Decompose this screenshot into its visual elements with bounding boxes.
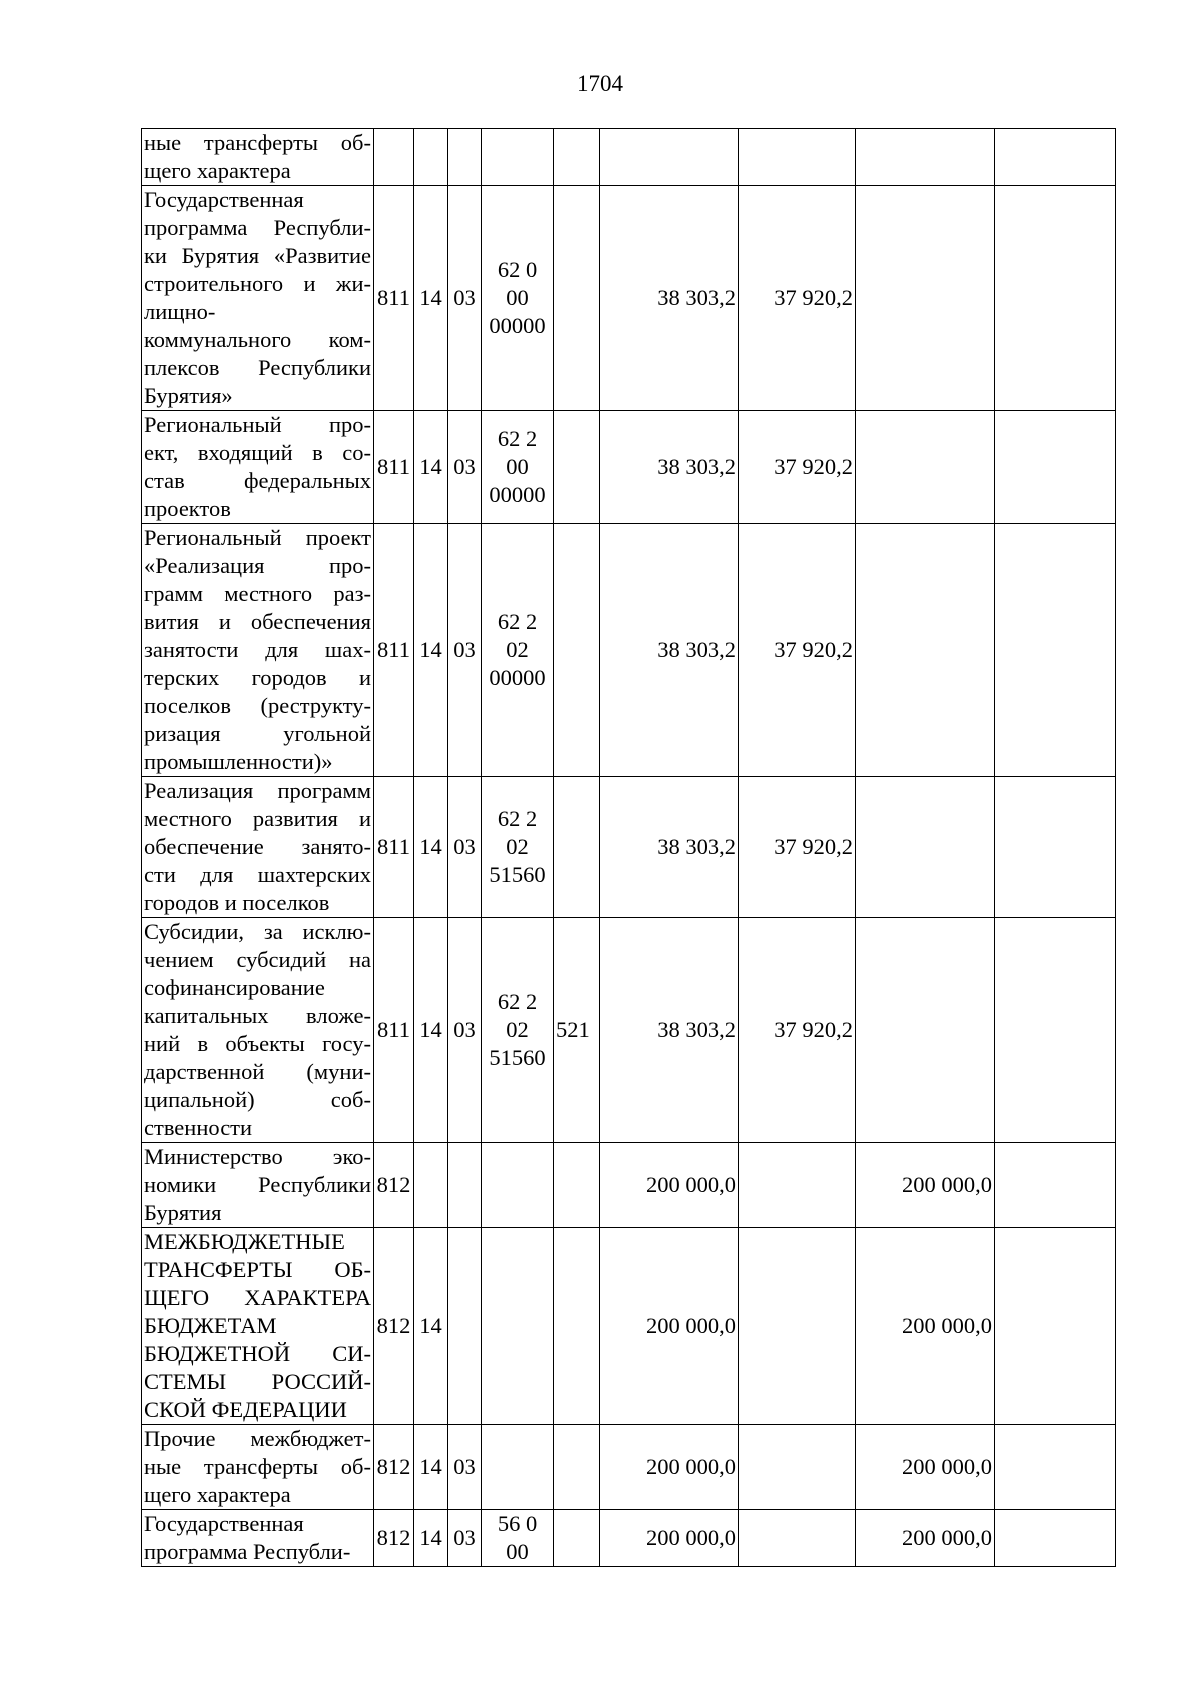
cell-csr: [482, 524, 554, 777]
name-line: щего характера: [144, 1482, 291, 1507]
name-line: ЩЕГО ХАРАКТЕРА: [144, 1285, 371, 1310]
name-line: поселков (реструкту-: [144, 693, 371, 718]
cell-sum4: [995, 1228, 1116, 1425]
cell-vr: [554, 129, 600, 186]
table-row: [142, 1425, 1116, 1510]
name-line: софинансирование: [144, 975, 325, 1000]
table-row: [142, 524, 1116, 777]
cell-pr: 03: [448, 411, 482, 524]
cell-sum1: 38 303,2: [600, 918, 739, 1143]
cell-name: [142, 411, 374, 524]
table-row: [142, 186, 1116, 411]
cell-sum2: 37 920,2: [739, 411, 856, 524]
cell-ved: 811: [374, 411, 414, 524]
cell-sum4: [995, 129, 1116, 186]
cell-sum1: 200 000,0: [600, 1143, 739, 1228]
cell-ved: 812: [374, 1143, 414, 1228]
csr-line: 00: [506, 285, 529, 310]
name-line: Региональный про-: [144, 412, 371, 437]
cell-vr: [554, 524, 600, 777]
cell-pr: [448, 129, 482, 186]
cell-ved: 811: [374, 918, 414, 1143]
cell-sum1: 38 303,2: [600, 411, 739, 524]
cell-pr: [448, 1143, 482, 1228]
cell-ved: 811: [374, 186, 414, 411]
cell-csr: [482, 1425, 554, 1510]
cell-vr: [554, 1425, 600, 1510]
name-line: коммунального ком-: [144, 327, 371, 352]
name-line: ные трансферты об-: [144, 130, 371, 155]
cell-sum3: [856, 411, 995, 524]
name-line: «Реализация про-: [144, 553, 371, 578]
cell-ved: [374, 129, 414, 186]
cell-sum3: [856, 186, 995, 411]
cell-sum1: 38 303,2: [600, 524, 739, 777]
budget-table: [141, 128, 1116, 1567]
name-line: став федеральных: [144, 468, 371, 493]
cell-csr: [482, 1510, 554, 1567]
cell-rz: 14: [414, 186, 448, 411]
csr-line: 02: [506, 1017, 529, 1042]
cell-sum1: 200 000,0: [600, 1228, 739, 1425]
name-line: Министерство эко-: [144, 1144, 371, 1169]
cell-sum1: [600, 129, 739, 186]
csr-line: 56 0: [497, 1511, 538, 1536]
csr-line: 00000: [489, 665, 546, 690]
page-number: 1704: [577, 71, 623, 96]
csr-line: 00000: [489, 313, 546, 338]
cell-pr: [448, 1228, 482, 1425]
cell-sum2: [739, 1425, 856, 1510]
csr-line: 62 2: [497, 609, 538, 634]
table-row: [142, 129, 1116, 186]
cell-sum2: [739, 1143, 856, 1228]
name-line: терских городов и: [144, 665, 371, 690]
name-line: строительного и жи-: [144, 271, 371, 296]
name-line: местного развития и: [144, 806, 371, 831]
table-row: [142, 1143, 1116, 1228]
name-line: сти для шахтерских: [144, 862, 371, 887]
table-body: [142, 129, 1116, 1567]
name-line: Реализация программ: [144, 778, 371, 803]
cell-name: [142, 1228, 374, 1425]
cell-sum1: 38 303,2: [600, 186, 739, 411]
cell-name: [142, 186, 374, 411]
cell-sum2: [739, 1228, 856, 1425]
cell-sum3: [856, 918, 995, 1143]
name-line: ний в объекты госу-: [144, 1031, 371, 1056]
cell-vr: 521: [554, 918, 600, 1143]
cell-rz: 14: [414, 918, 448, 1143]
name-line: занятости для шах-: [144, 637, 371, 662]
name-line: чением субсидий на: [144, 947, 371, 972]
cell-sum3: [856, 777, 995, 918]
cell-vr: [554, 777, 600, 918]
name-line: ственности: [144, 1115, 253, 1140]
cell-name: [142, 129, 374, 186]
cell-sum2: [739, 129, 856, 186]
name-line: ные трансферты об-: [144, 1454, 371, 1479]
cell-csr: [482, 777, 554, 918]
cell-name: [142, 1425, 374, 1510]
cell-sum4: [995, 918, 1116, 1143]
table-row: [142, 1228, 1116, 1425]
name-line: номики Республики: [144, 1172, 371, 1197]
name-line: Прочие межбюджет-: [144, 1426, 371, 1451]
cell-sum1: 38 303,2: [600, 777, 739, 918]
cell-vr: [554, 1143, 600, 1228]
name-line: обеспечение занято-: [144, 834, 371, 859]
name-line: Государственная: [144, 187, 304, 212]
cell-sum3: 200 000,0: [856, 1425, 995, 1510]
csr-line: 00: [506, 454, 529, 479]
name-line: ки Бурятия «Развитие: [144, 243, 371, 268]
cell-name: [142, 1143, 374, 1228]
cell-csr: [482, 918, 554, 1143]
cell-csr: [482, 411, 554, 524]
cell-sum1: 200 000,0: [600, 1510, 739, 1567]
name-line: СКОЙ ФЕДЕРАЦИИ: [144, 1397, 347, 1422]
name-line: грамм местного раз-: [144, 581, 371, 606]
cell-vr: [554, 1228, 600, 1425]
name-line: БЮДЖЕТНОЙ СИ-: [144, 1341, 371, 1366]
name-line: Региональный проект: [144, 525, 371, 550]
name-line: ТРАНСФЕРТЫ ОБ-: [144, 1257, 371, 1282]
cell-ved: 811: [374, 777, 414, 918]
cell-sum4: [995, 186, 1116, 411]
cell-vr: [554, 1510, 600, 1567]
cell-sum2: [739, 1510, 856, 1567]
cell-sum4: [995, 524, 1116, 777]
cell-rz: 14: [414, 1228, 448, 1425]
cell-csr: [482, 1143, 554, 1228]
cell-pr: 03: [448, 1425, 482, 1510]
cell-sum2: 37 920,2: [739, 186, 856, 411]
name-line: МЕЖБЮДЖЕТНЫЕ: [144, 1229, 345, 1254]
cell-pr: 03: [448, 186, 482, 411]
csr-line: 62 2: [497, 426, 538, 451]
csr-line: 62 0: [497, 257, 538, 282]
table-row: [142, 918, 1116, 1143]
cell-ved: 812: [374, 1425, 414, 1510]
cell-pr: 03: [448, 524, 482, 777]
cell-ved: 812: [374, 1510, 414, 1567]
cell-sum4: [995, 1143, 1116, 1228]
name-line: СТЕМЫ РОССИЙ-: [144, 1369, 371, 1394]
cell-rz: 14: [414, 411, 448, 524]
csr-line: 00000: [489, 482, 546, 507]
cell-name: [142, 1510, 374, 1567]
cell-rz: 14: [414, 1425, 448, 1510]
name-line: ект, входящий в со-: [144, 440, 371, 465]
name-line: ципальной) соб-: [144, 1087, 371, 1112]
csr-line: 51560: [489, 1045, 546, 1070]
cell-ved: 811: [374, 524, 414, 777]
name-line: вития и обеспечения: [144, 609, 371, 634]
cell-pr: 03: [448, 777, 482, 918]
csr-line: 51560: [489, 862, 546, 887]
cell-sum3: 200 000,0: [856, 1228, 995, 1425]
name-line: щего характера: [144, 158, 291, 183]
name-line: БЮДЖЕТАМ: [144, 1313, 277, 1338]
cell-sum1: 200 000,0: [600, 1425, 739, 1510]
name-line: плексов Республики: [144, 355, 371, 380]
cell-sum4: [995, 1425, 1116, 1510]
csr-line: 02: [506, 637, 529, 662]
cell-vr: [554, 186, 600, 411]
cell-vr: [554, 411, 600, 524]
cell-sum2: 37 920,2: [739, 918, 856, 1143]
cell-csr: [482, 1228, 554, 1425]
cell-sum3: 200 000,0: [856, 1143, 995, 1228]
name-line: капитальных вложе-: [144, 1003, 371, 1028]
cell-rz: 14: [414, 524, 448, 777]
name-line: ризация угольной: [144, 721, 371, 746]
cell-pr: 03: [448, 1510, 482, 1567]
cell-sum2: 37 920,2: [739, 524, 856, 777]
cell-sum3: [856, 129, 995, 186]
cell-sum2: 37 920,2: [739, 777, 856, 918]
cell-rz: [414, 129, 448, 186]
name-line: лищно-: [144, 299, 216, 324]
csr-line: 62 2: [497, 989, 538, 1014]
cell-sum3: [856, 524, 995, 777]
name-line: Государственная: [144, 1511, 304, 1536]
name-line: программа Республи-: [144, 215, 371, 240]
name-line: Бурятия»: [144, 383, 233, 408]
cell-name: [142, 524, 374, 777]
cell-sum4: [995, 777, 1116, 918]
cell-sum3: 200 000,0: [856, 1510, 995, 1567]
table-row: [142, 1510, 1116, 1567]
table-row: [142, 777, 1116, 918]
cell-name: [142, 777, 374, 918]
cell-ved: 812: [374, 1228, 414, 1425]
cell-rz: 14: [414, 1510, 448, 1567]
name-line: программа Республи-: [144, 1539, 351, 1564]
cell-pr: 03: [448, 918, 482, 1143]
csr-line: 02: [506, 834, 529, 859]
cell-rz: [414, 1143, 448, 1228]
cell-sum4: [995, 411, 1116, 524]
table-row: [142, 411, 1116, 524]
csr-line: 62 2: [497, 806, 538, 831]
name-line: городов и поселков: [144, 890, 330, 915]
cell-csr: [482, 186, 554, 411]
name-line: дарственной (муни-: [144, 1059, 371, 1084]
name-line: проектов: [144, 496, 231, 521]
cell-csr: [482, 129, 554, 186]
name-line: Субсидии, за исклю-: [144, 919, 371, 944]
cell-rz: 14: [414, 777, 448, 918]
cell-sum4: [995, 1510, 1116, 1567]
csr-line: 00: [506, 1539, 529, 1564]
name-line: промышленности)»: [144, 749, 333, 774]
cell-name: [142, 918, 374, 1143]
name-line: Бурятия: [144, 1200, 222, 1225]
